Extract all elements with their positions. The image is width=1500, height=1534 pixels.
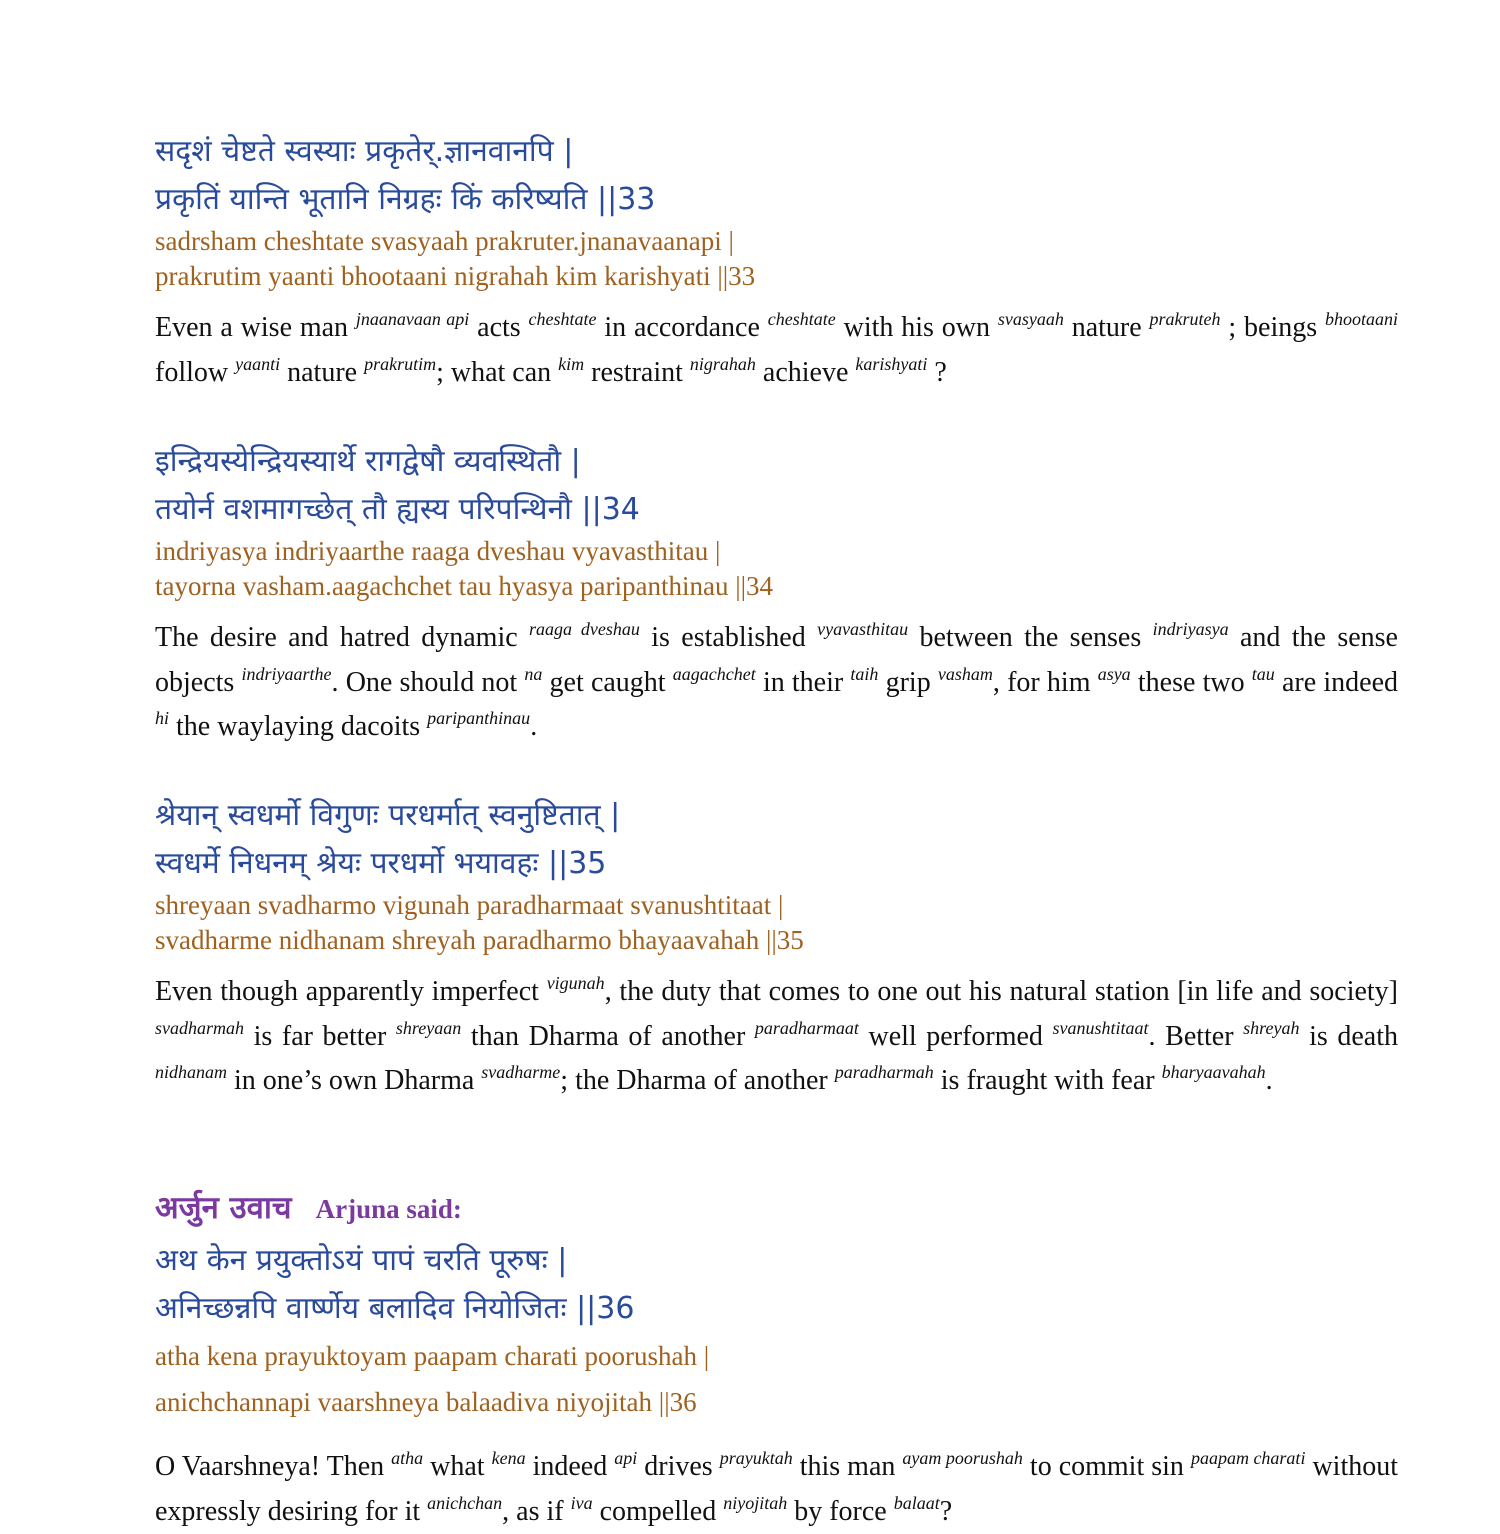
translation-text: ; what can [436,356,559,388]
translation-text: grip [878,666,938,698]
translation-paragraph [155,1445,1398,1534]
sanskrit-gloss: prakrutim [364,353,437,374]
sanskrit-gloss: bharyaavahah [1161,1062,1266,1082]
sanskrit-gloss: asya [1097,663,1131,684]
speaker-sanskrit: अर्जुन उवाच [155,1190,292,1226]
sanskrit-gloss: svasyaah [997,309,1064,329]
translation-text: The desire and hatred dynamic [155,622,530,653]
translation-paragraph [155,306,1398,395]
translation-text: . Better [1148,1020,1244,1052]
translation-text: in one’s own Dharma [227,1065,482,1096]
sanskrit-gloss: iva [570,1492,593,1513]
sanskrit-gloss: ayam poorushah [902,1448,1023,1468]
translation-text: nature [1063,312,1150,343]
translation-text: achieve [755,356,856,388]
sanskrit-gloss: paapam charati [1190,1448,1306,1468]
translation-text: indeed [525,1451,615,1482]
translation-text: by force [787,1495,894,1527]
sanskrit-gloss: na [524,663,543,684]
translation-text: is far better [244,1020,396,1052]
sanskrit-gloss: aagachchet [672,663,756,684]
translation-text: , for him [992,666,1098,698]
sanskrit-line: अथ केन प्रयुक्तोऽयं पापं चरति पूरुषः | [155,1243,568,1278]
sanskrit-gloss: indriyaarthe [241,663,332,684]
sanskrit-gloss: kim [558,353,585,374]
translation-text: without expressly desiring for it [155,1451,1399,1527]
translation-text: . [1265,1065,1273,1096]
sanskrit-gloss: tau [1251,663,1275,684]
translation-text: with his own [835,312,998,343]
transliteration-line: tayorna vasham.aagachchet tau hyasya paripanthinau ||34 [155,571,774,601]
translation-text: , as if [502,1495,571,1527]
sanskrit-gloss: shreyah [1243,1017,1300,1038]
translation-text: compelled [592,1495,724,1527]
sanskrit-line: अनिच्छन्नपि वार्ष्णेय बलादिव नियोजितः ||36 [155,1291,635,1326]
translation-text: is death [1299,1020,1399,1052]
translation-text: get caught [542,666,673,698]
translation-text: , the duty that comes to one out his natural station [in life and society] [604,976,1398,1007]
sanskrit-gloss: anichchan [427,1492,503,1513]
translation-text: these two [1130,666,1252,698]
translation-text: drives [637,1451,720,1482]
translation-text: well performed [858,1020,1053,1052]
sanskrit-gloss: svanushtitaat [1052,1017,1149,1038]
sanskrit-gloss: raaga dveshau [529,619,640,639]
translation-text: ? [927,356,947,388]
sanskrit-gloss: karishyati [855,353,928,374]
sanskrit-gloss: nigrahah [689,353,756,374]
sanskrit-line: तयोर्न वशमागच्छेत् तौ ह्यस्य परिपन्थिनौ ||34 [155,492,640,527]
sanskrit-gloss: jnaanavaan api [355,309,470,329]
translation-text: is fraught with fear [933,1065,1162,1096]
transliteration-line: prakrutim yaanti bhootaani nigrahah kim karishyati ||33 [155,261,756,291]
sanskrit-gloss: balaat [893,1492,940,1513]
translation-text: is established [639,622,818,653]
translation-text: ; the Dharma of another [560,1065,835,1096]
verse-35 [155,792,1398,1104]
translation-text: are indeed [1274,666,1399,698]
sanskrit-gloss: api [614,1448,638,1468]
sanskrit-gloss: prakruteh [1149,309,1221,329]
translation-text: than Dharma of another [461,1020,755,1052]
translation-text: . [530,711,538,742]
sanskrit-line: श्रेयान् स्वधर्मो विगुणः परधर्मात् स्वनुष्टितात् | [155,798,621,833]
translation-text: and the sense objects [155,622,1398,698]
translation-text: Even a wise man [155,312,356,343]
sanskrit-gloss: paradharmah [834,1062,934,1082]
transliteration-line: svadharme nidhanam shreyah paradharmo bhayaavahah ||35 [155,925,804,955]
speaker-heading [155,1184,1398,1237]
translation-text: this man [792,1451,903,1482]
sanskrit-gloss: niyojitah [723,1492,788,1513]
verse-33 [155,128,1398,395]
translation-paragraph [155,970,1398,1104]
sanskrit-gloss: atha [391,1448,424,1468]
translation-text: . One should not [331,666,525,698]
sanskrit-gloss: vyavasthitau [817,619,909,639]
sanskrit-gloss: taih [850,663,879,684]
verse-34 [155,438,1398,750]
sanskrit-line: इन्द्रियस्येन्द्रियस्यार्थे रागद्वेषौ व्यवस्थितौ | [155,444,581,479]
sanskrit-gloss: shreyaan [395,1017,462,1038]
sanskrit-gloss: yaanti [235,353,281,374]
sanskrit-gloss: cheshtate [528,309,597,329]
sanskrit-gloss: svadharmah [155,1017,244,1038]
transliteration-line: sadrsham cheshtate svasyaah prakruter.jnanavaanapi | [155,226,734,256]
translation-paragraph [155,616,1398,750]
translation-text: ? [939,1495,953,1527]
translation-text: in their [755,666,851,698]
sanskrit-line: प्रकृतिं यान्ति भूतानि निग्रहः किं करिष्यति ||33 [155,182,656,217]
transliteration-line: indriyasya indriyaarthe raaga dveshau vyavasthitau | [155,536,721,566]
transliteration-line: anichchannapi vaarshneya balaadiva niyojitah ||36 [155,1387,697,1417]
speaker-english: Arjuna said: [315,1194,462,1224]
sanskrit-gloss: kena [491,1448,526,1468]
transliteration-line: atha kena prayuktoyam paapam charati poorushah | [155,1341,710,1371]
sanskrit-gloss: paripanthinau [427,708,531,728]
translation-text: follow [155,356,236,388]
sanskrit-gloss: vigunah [546,973,605,993]
sanskrit-gloss: bhootaani [1324,309,1398,329]
verse-36 [155,1184,1398,1534]
translation-text: O Vaarshneya! Then [155,1451,392,1482]
sanskrit-gloss: cheshtate [767,309,836,329]
sanskrit-line: स्वधर्मे निधनम् श्रेयः परधर्मो भयावहः ||35 [155,846,607,881]
sanskrit-gloss: svadharme [481,1062,561,1082]
translation-text: in accordance [596,312,768,343]
sanskrit-gloss: nidhanam [155,1062,227,1082]
translation-text: acts [469,312,529,343]
sanskrit-gloss: vasham [937,663,993,684]
translation-text: between the senses [908,622,1153,653]
sanskrit-gloss: paradharmaat [754,1017,859,1038]
transliteration-line: shreyaan svadharmo vigunah paradharmaat svanushtitaat | [155,890,784,920]
sanskrit-gloss: indriyasya [1152,619,1229,639]
translation-text: the waylaying dacoits [169,711,428,742]
translation-text: to commit sin [1022,1451,1191,1482]
translation-text: restraint [584,356,690,388]
translation-text: Even though apparently imperfect [155,976,547,1007]
sanskrit-line: सदृशं चेष्टते स्वस्याः प्रकृतेर्.ज्ञानवानपि | [155,134,574,169]
translation-text: what [423,1451,492,1482]
translation-text: ; beings [1220,312,1325,343]
sanskrit-gloss: hi [155,708,170,728]
translation-text: nature [280,356,365,388]
sanskrit-gloss: prayuktah [719,1448,793,1468]
